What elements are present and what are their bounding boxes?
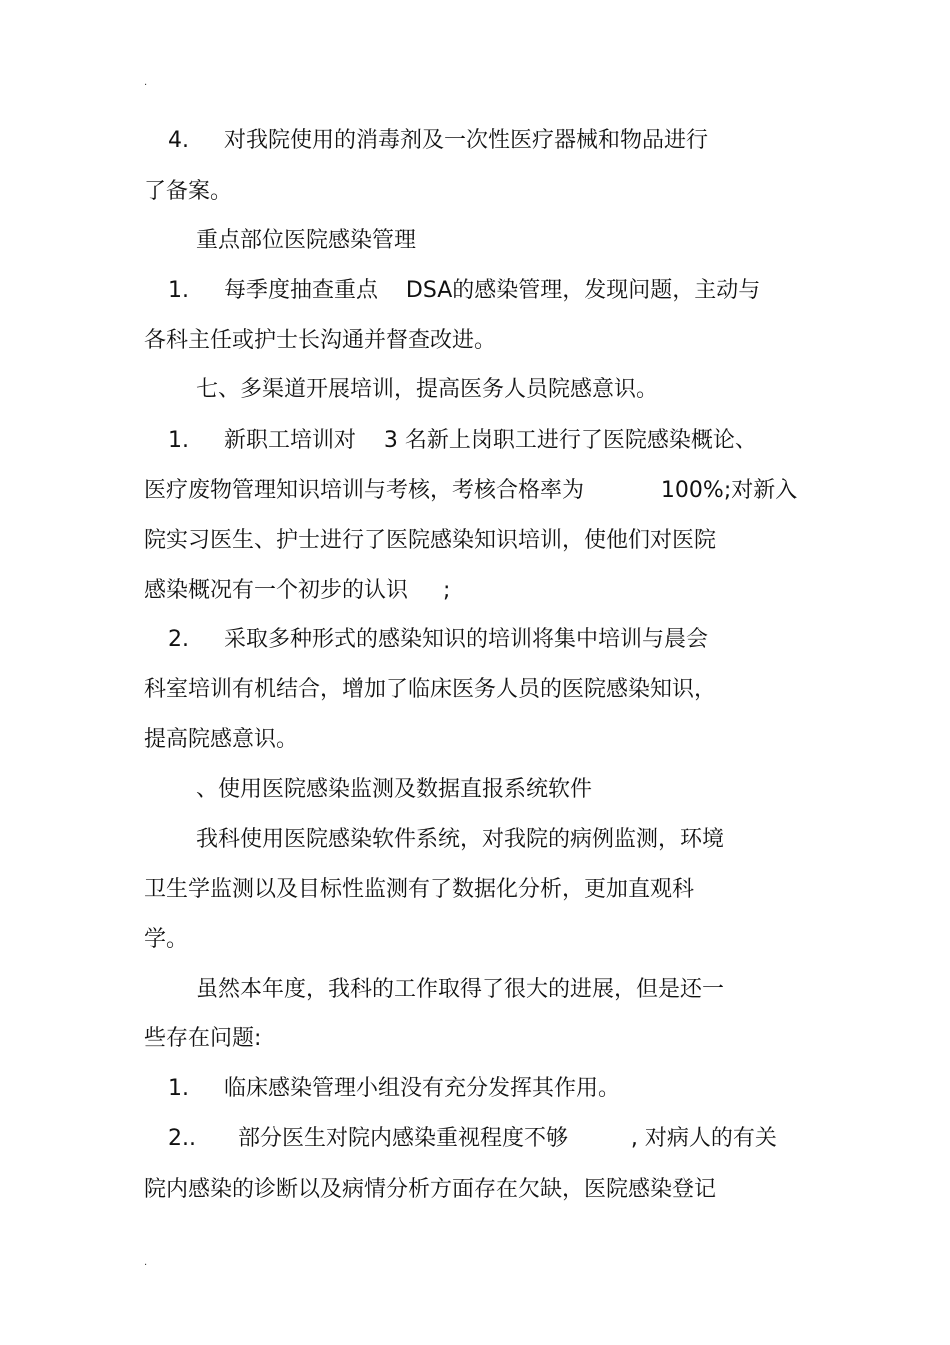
text-line: 感染概况有一个初步的认识 ; — [144, 578, 451, 603]
text-line: 了备案。 — [144, 179, 233, 204]
section-heading: 、使用医院感染监测及数据直报系统软件 — [196, 777, 593, 802]
text-line: 院内感染的诊断以及病情分析方面存在欠缺，医院感染登记 — [144, 1177, 717, 1202]
text-line: 学。 — [144, 927, 189, 952]
text-line: 院实习医生、护士进行了医院感染知识培训，使他们对医院 — [144, 528, 717, 553]
text-line: 1. 每季度抽查重点 DSA的感染管理，发现问题，主动与 — [168, 278, 761, 303]
text-line: 各科主任或护士长沟通并督查改进。 — [144, 328, 497, 353]
text-line: 虽然本年度，我科的工作取得了很大的进展，但是还一 — [196, 977, 725, 1002]
footer-mark: . — [144, 1257, 148, 1268]
text-line: 科室培训有机结合，增加了临床医务人员的医院感染知识， — [144, 677, 717, 702]
section-heading: 重点部位医院感染管理 — [196, 228, 417, 253]
text-line: 些存在问题: — [144, 1026, 262, 1051]
text-line: 1. 新职工培训对 3 名新上岗职工进行了医院感染概论、 — [168, 428, 757, 453]
text-line: 4. 对我院使用的消毒剂及一次性医疗器械和物品进行 — [168, 128, 708, 153]
section-heading: 七、多渠道开展培训，提高医务人员院感意识。 — [196, 377, 659, 402]
text-line: 2. 采取多种形式的感染知识的培训将集中培训与晨会 — [168, 627, 708, 652]
text-line: 我科使用医院感染软件系统，对我院的病例监测，环境 — [196, 827, 725, 852]
text-line: 医疗废物管理知识培训与考核，考核合格率为 100%;对新入 — [144, 478, 798, 503]
text-line: 卫生学监测以及目标性监测有了数据化分析，更加直观科 — [144, 877, 695, 902]
text-line: 1. 临床感染管理小组没有充分发挥其作用。 — [168, 1076, 620, 1101]
text-line: 2.. 部分医生对院内感染重视程度不够 , 对病人的有关 — [168, 1126, 777, 1151]
text-line: 提高院感意识。 — [144, 727, 299, 752]
header-mark: . — [144, 77, 148, 88]
